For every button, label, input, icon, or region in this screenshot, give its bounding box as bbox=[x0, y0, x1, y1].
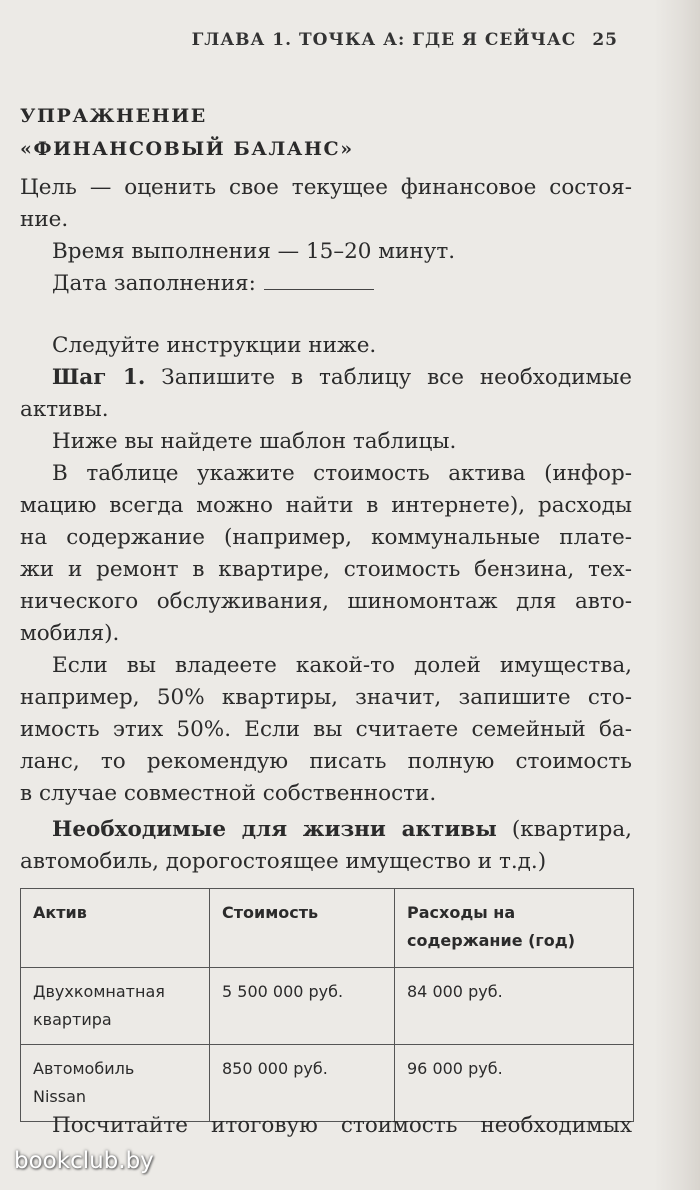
header-expenses bbox=[395, 889, 634, 968]
cell-asset bbox=[21, 968, 210, 1045]
date-blank-line bbox=[264, 275, 374, 290]
asset-line1: Двухкомнатная bbox=[33, 982, 165, 1001]
goal-line1: Цель — оценить свое текущее финансовое состоя- bbox=[20, 175, 632, 200]
page-number: 25 bbox=[592, 30, 618, 50]
watermark: bookclub.by bbox=[14, 1148, 154, 1174]
cell-expenses: 84 000 руб. bbox=[395, 968, 634, 1045]
assets-table bbox=[20, 888, 634, 1122]
step1-text: Запишите в таблицу все необходимые bbox=[145, 365, 632, 390]
asset-line1: Автомобиль bbox=[33, 1059, 135, 1078]
share-line: в случае совместной собственности. bbox=[20, 781, 437, 806]
value-line: мацию всегда можно найти в интернете), расходы bbox=[20, 493, 632, 518]
cell-expenses: 96 000 руб. bbox=[395, 1045, 634, 1122]
exercise-title-line2: «ФИНАНСОВЫЙ БАЛАНС» bbox=[20, 138, 354, 160]
template-note: Ниже вы найдете шаблон таблицы. bbox=[52, 429, 457, 454]
running-header bbox=[192, 30, 618, 50]
share-line: Если вы владеете какой-то долей имущества, bbox=[52, 653, 632, 678]
value-paragraph bbox=[20, 458, 632, 650]
cell-cost: 850 000 руб. bbox=[210, 1045, 395, 1122]
time-line: Время выполнения — 15–20 минут. bbox=[52, 239, 456, 264]
assets-heading-line2: автомобиль, дорогостоящее имущество и т.д.) bbox=[20, 849, 547, 874]
page-gutter-shadow bbox=[654, 0, 700, 1190]
exercise-title bbox=[20, 100, 354, 166]
share-line: например, 50% квартиры, значит, запишите сто- bbox=[20, 685, 632, 710]
asset-line2: квартира bbox=[33, 1010, 112, 1029]
step1-line1 bbox=[20, 362, 632, 394]
value-line: на содержание (например, коммунальные плате- bbox=[20, 525, 632, 550]
header-asset: Актив bbox=[21, 889, 210, 968]
date-line bbox=[20, 268, 632, 300]
assets-heading bbox=[20, 814, 632, 878]
header-expenses-line2: содержание (год) bbox=[407, 931, 576, 950]
assets-heading-rest: (квартира, bbox=[496, 817, 633, 842]
header-expenses-line1: Расходы на bbox=[407, 903, 516, 922]
header-cost: Стоимость bbox=[210, 889, 395, 968]
cell-cost: 5 500 000 руб. bbox=[210, 968, 395, 1045]
value-line: жи и ремонт в квартире, стоимость бензина, тех- bbox=[20, 557, 632, 582]
value-line: нического обслуживания, шиномонтаж для авто- bbox=[20, 589, 632, 614]
goal-paragraph bbox=[20, 172, 632, 236]
share-paragraph bbox=[20, 650, 632, 810]
step1-label: Шаг 1. bbox=[52, 365, 146, 390]
value-line: мобиля). bbox=[20, 621, 120, 646]
step1-paragraph bbox=[20, 362, 632, 426]
date-label: Дата заполнения: bbox=[52, 271, 256, 296]
step1-line2: активы. bbox=[20, 397, 109, 422]
value-line: В таблице укажите стоимость актива (инфор- bbox=[52, 461, 632, 486]
assets-heading-bold: Необходимые для жизни активы bbox=[52, 817, 497, 842]
follow-instructions: Следуйте инструкции ниже. bbox=[52, 333, 377, 358]
table-row bbox=[21, 968, 634, 1045]
asset-line2: Nissan bbox=[33, 1087, 87, 1106]
assets-heading-line1 bbox=[20, 814, 632, 846]
goal-line2: ние. bbox=[20, 207, 69, 232]
share-line: ланс, то рекомендую писать полную стоимость bbox=[20, 749, 632, 774]
table-header-row bbox=[21, 889, 634, 968]
final-line: Посчитайте итоговую стоимость необходимых bbox=[52, 1113, 632, 1138]
share-line: имость этих 50%. Если вы считаете семейный ба- bbox=[20, 717, 632, 742]
chapter-title: ГЛАВА 1. ТОЧКА А: ГДЕ Я СЕЙЧАС bbox=[191, 30, 577, 50]
exercise-title-line1: УПРАЖНЕНИЕ bbox=[20, 105, 207, 127]
